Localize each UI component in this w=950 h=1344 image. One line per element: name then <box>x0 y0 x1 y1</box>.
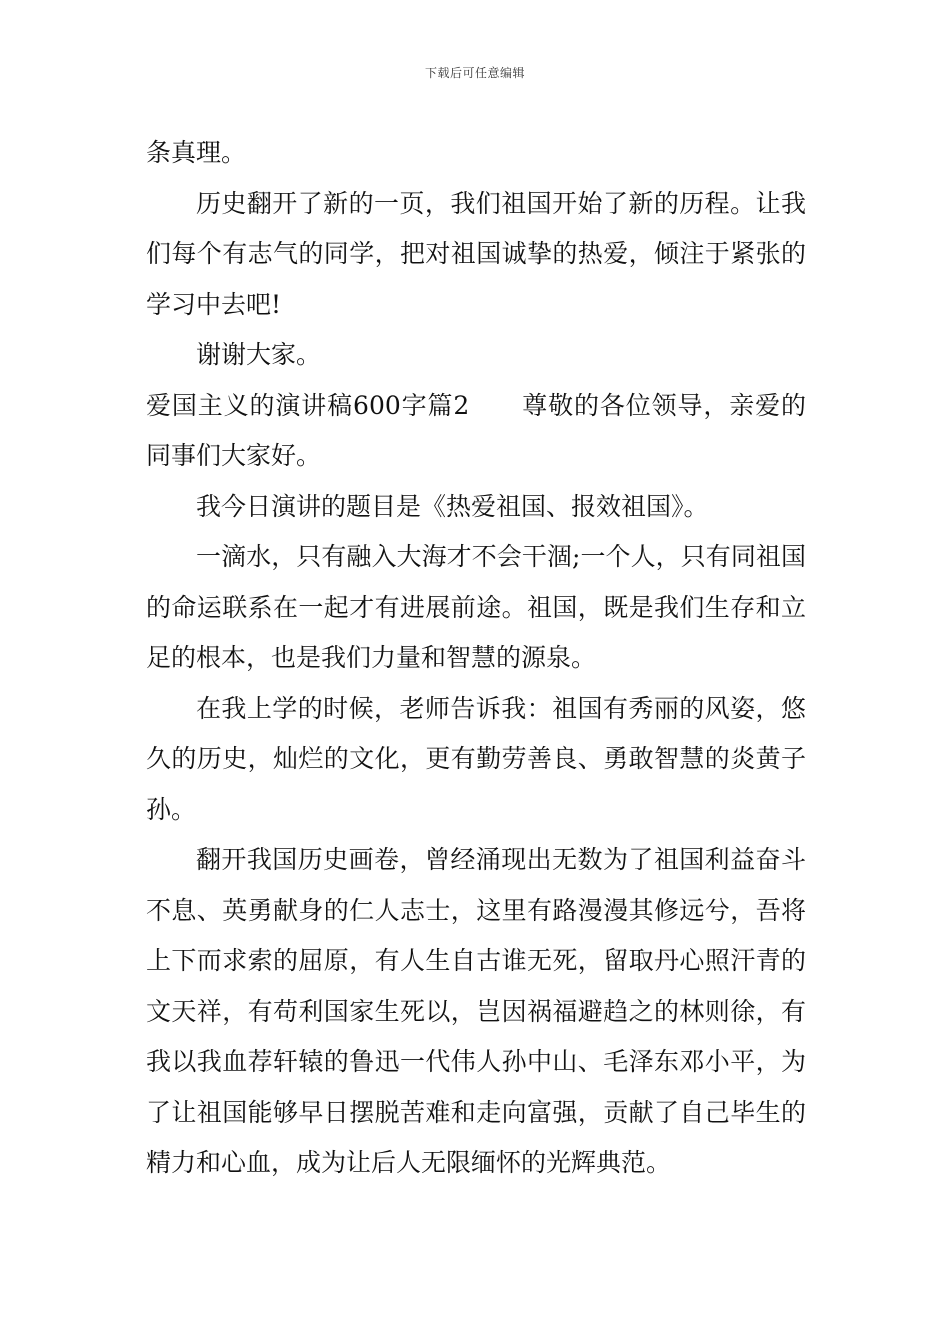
paragraph-history: 历史翻开了新的一页，我们祖国开始了新的历程。让我们每个有志气的同学，把对祖国诚挚的热爱，倾注于紧张的学习中去吧! <box>146 188 806 319</box>
paragraph-water-drop: 一滴水，只有融入大海才不会干涸;一个人，只有同祖国的命运联系在一起才有进展前途。祖国，既是我们生存和立足的根本，也是我们力量和智慧的源泉。 <box>146 542 806 672</box>
page-header-note: 下载后可任意编辑 <box>424 66 525 80</box>
document-body <box>146 128 806 1189</box>
paragraph-teacher: 在我上学的时候，老师告诉我：祖国有秀丽的风姿，悠久的历史，灿烂的文化，更有勤劳善良、勇敢智慧的炎黄子孙。 <box>146 693 806 824</box>
paragraph-topic: 我今日演讲的题目是《热爱祖国、报效祖国》。 <box>196 491 709 521</box>
paragraph-history-heroes: 翻开我国历史画卷，曾经涌现出无数为了祖国利益奋斗不息、英勇献身的仁人志士，这里有路漫漫其修远兮，吾将上下而求索的屈原，有人生自古谁无死，留取丹心照汗青的文天祥，有苟利国家生死以，岂因祸福避趋之的林则徐，有我以我血荐轩辕的鲁迅一代伟人孙中山、毛泽东邓小平，为了让祖国能够早日摆脱苦难和走向富强，贡献了自己毕生的精力和心血，成为让后人无限缅怀的光辉典范。 <box>146 845 806 1177</box>
greeting-text: 尊敬的各位领导，亲爱的同事们大家好。 <box>146 390 806 470</box>
section-heading-paragraph <box>146 381 806 482</box>
paragraph-thanks: 谢谢大家。 <box>196 340 322 369</box>
paragraph-continuation: 条真理。 <box>146 138 247 167</box>
section-title: 爱国主义的演讲稿600字篇2 <box>146 390 470 420</box>
